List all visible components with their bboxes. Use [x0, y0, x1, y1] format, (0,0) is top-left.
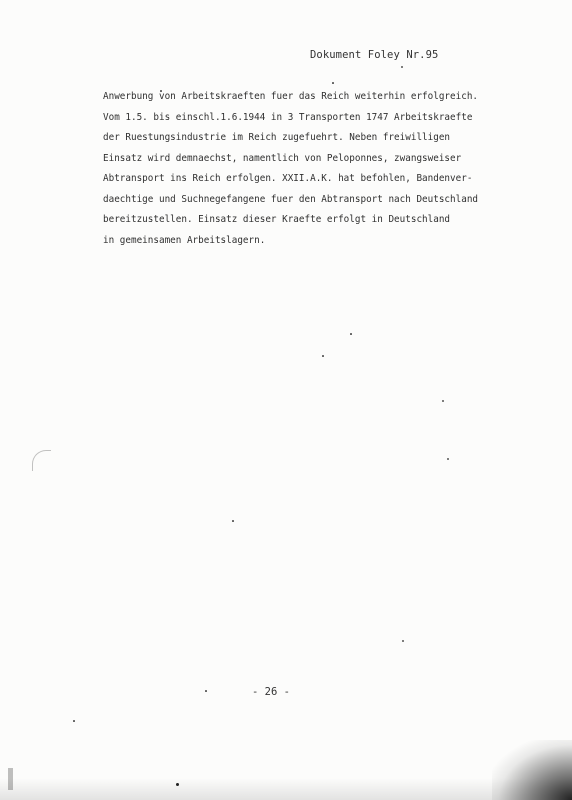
scan-speck	[447, 458, 449, 460]
text-line: Einsatz wird demnaechst, namentlich von Peloponnes, zwangsweiser	[103, 152, 462, 164]
page-number	[0, 686, 572, 698]
scan-corner-shadow	[492, 740, 572, 800]
scan-speck	[232, 520, 234, 522]
scan-speck	[402, 640, 404, 642]
page-number-label: - 26 -	[252, 686, 290, 698]
document-reference: Dokument Foley Nr.95	[310, 49, 439, 61]
page-crease	[32, 450, 51, 471]
scan-speck	[73, 720, 75, 722]
scan-speck	[322, 355, 324, 357]
scan-speck	[442, 400, 444, 402]
scan-bottom-shadow	[0, 778, 572, 800]
text-line: in gemeinsamen Arbeitslagern.	[103, 234, 266, 246]
body-text	[103, 87, 479, 251]
text-line: Vom 1.5. bis einschl.1.6.1944 in 3 Transporten 1747 Arbeitskraefte	[103, 111, 473, 123]
scan-speck	[160, 90, 162, 92]
scan-speck	[332, 82, 334, 84]
scan-speck	[205, 690, 207, 692]
text-line: Abtransport ins Reich erfolgen. XXII.A.K. hat befohlen, Bandenver-	[103, 173, 473, 184]
scan-speck	[401, 66, 403, 68]
text-line: bereitzustellen. Einsatz dieser Kraefte erfolgt in Deutschland	[103, 214, 451, 225]
scan-speck	[350, 333, 352, 335]
text-line: Anwerbung von Arbeitskraeften fuer das Reich weiterhin erfolgreich.	[103, 91, 479, 102]
text-line: der Ruestungsindustrie im Reich zugefuehrt. Neben freiwilligen	[103, 132, 451, 143]
text-line: daechtige und Suchnegefangene fuer den Abtransport nach Deutschland	[103, 193, 479, 205]
